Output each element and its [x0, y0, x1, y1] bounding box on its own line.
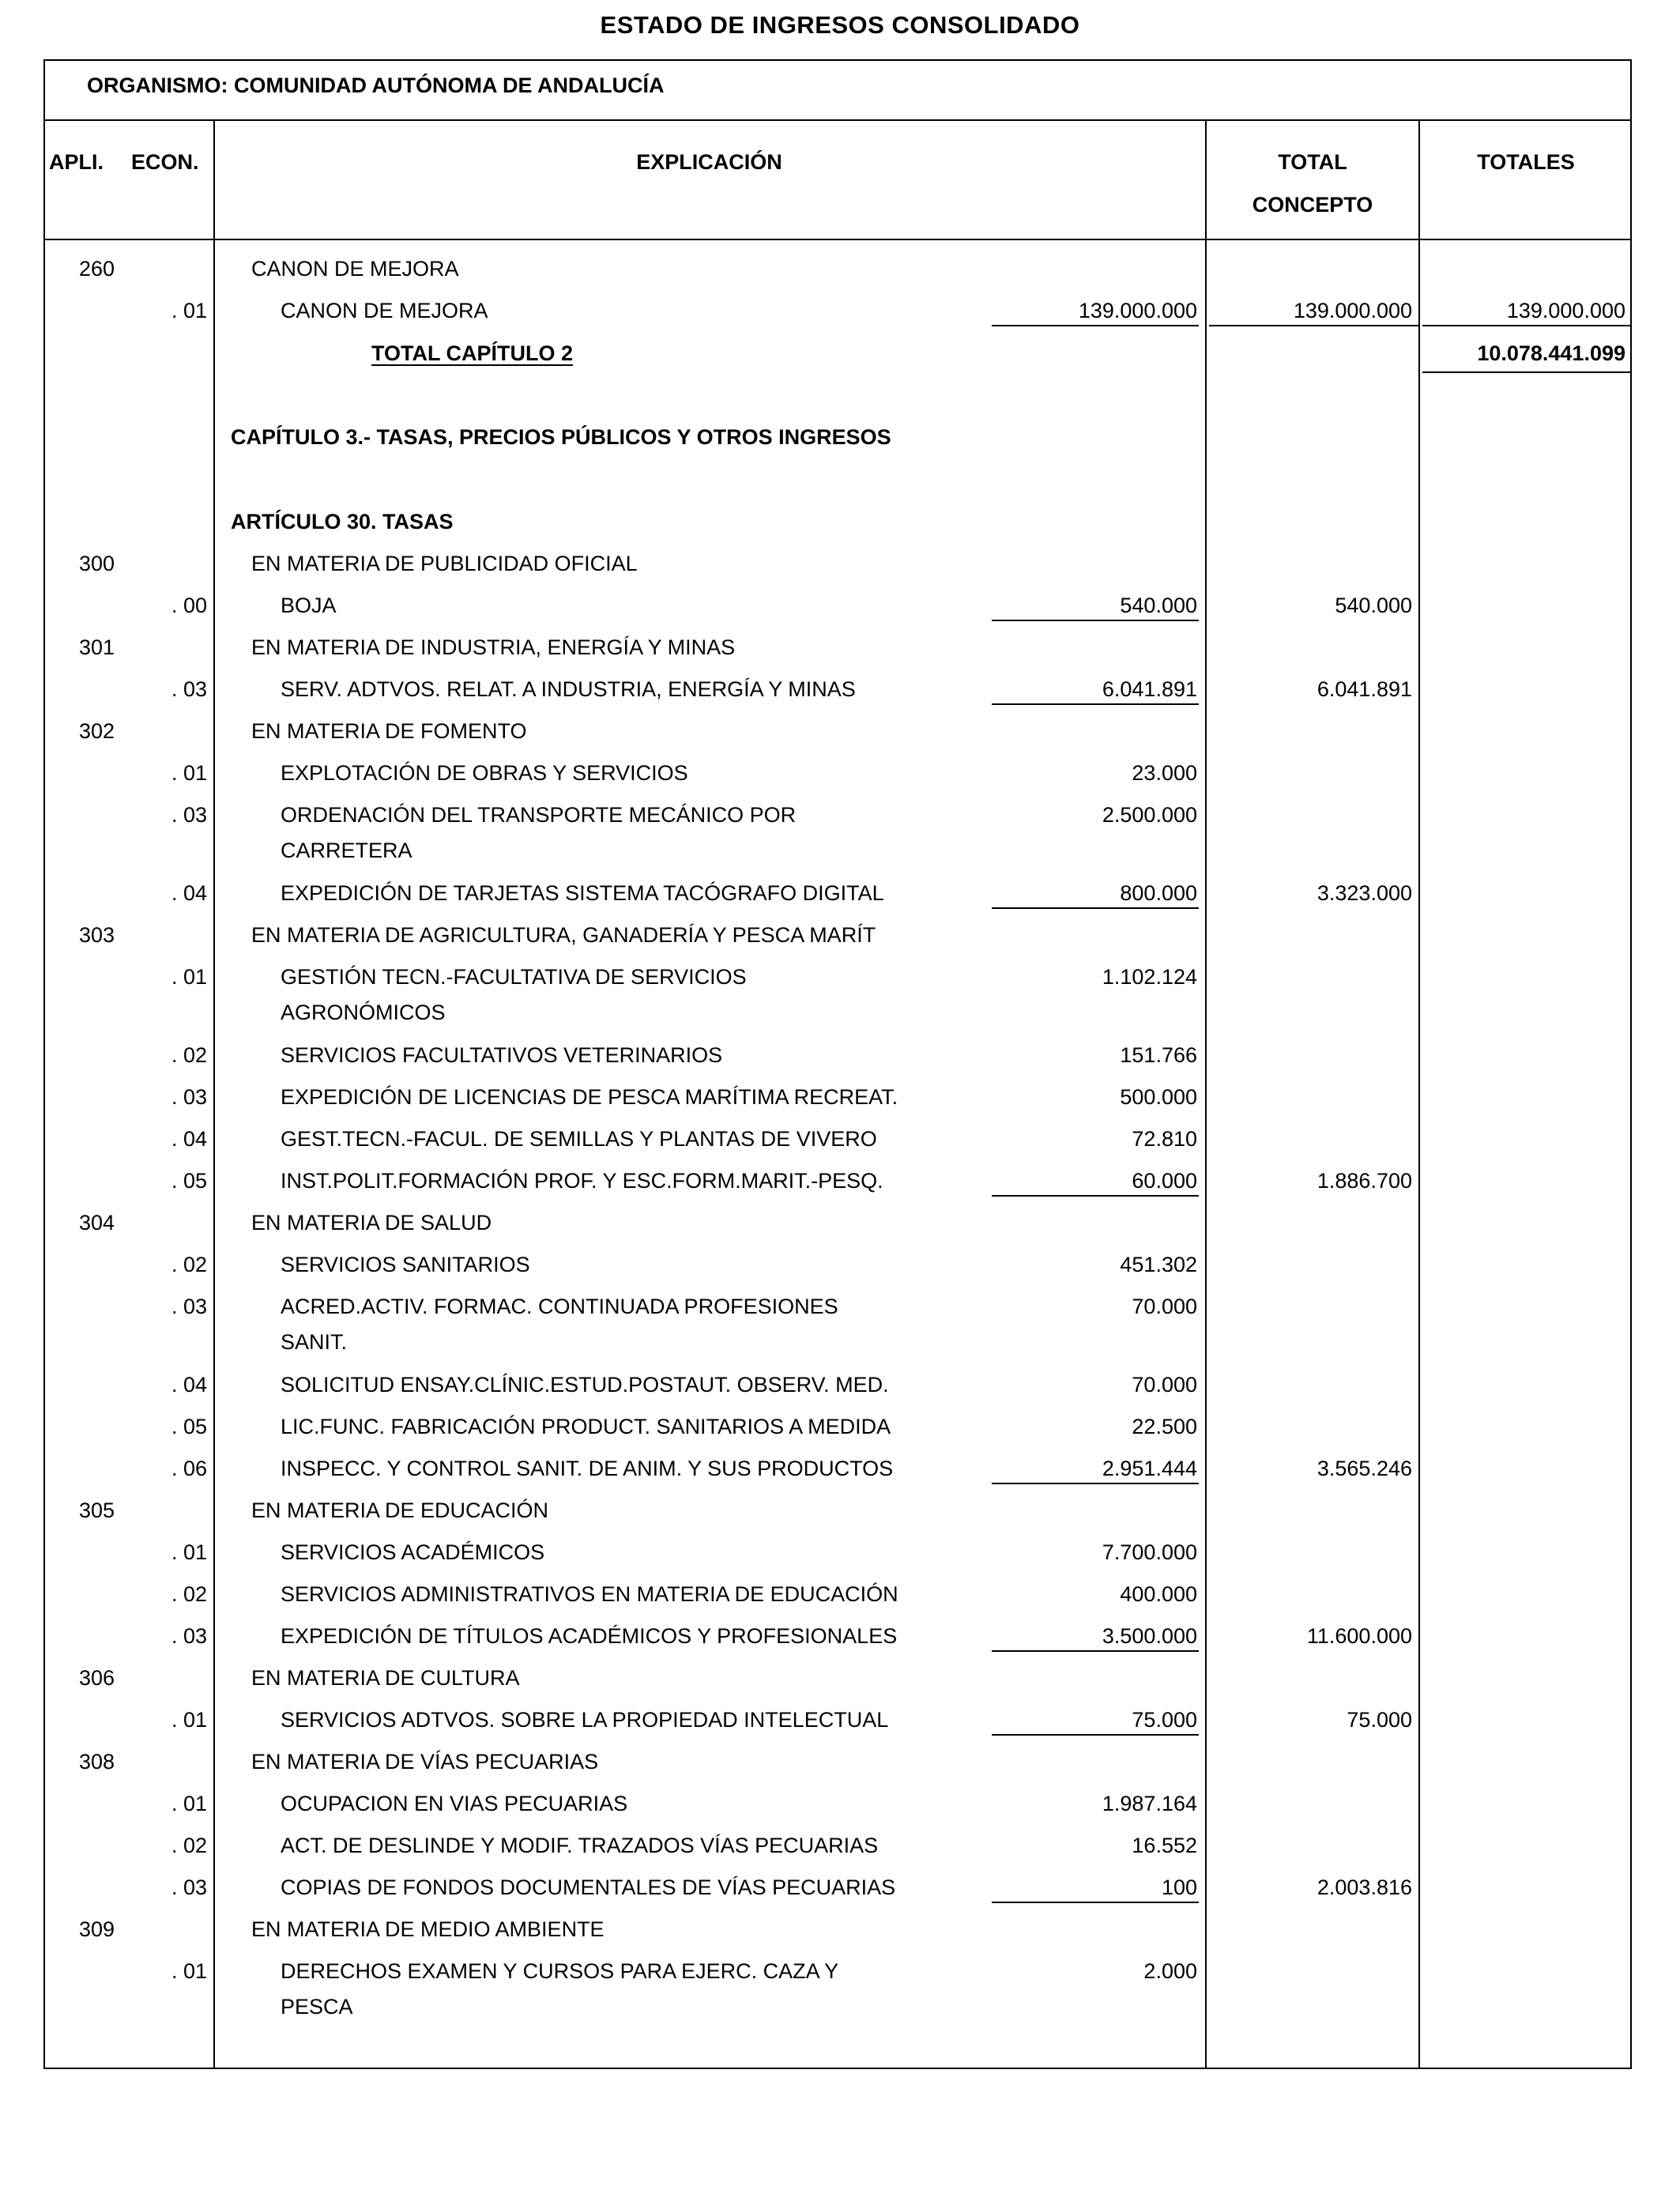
subconcept-amount: 100 [1161, 1875, 1197, 1899]
total-concepto-amount: 1.886.700 [1317, 1169, 1412, 1193]
subconcept-amount: 22.500 [1132, 1415, 1197, 1438]
table-row [0, 1291, 1680, 1354]
table-row [0, 1536, 1680, 1568]
table-row [0, 1495, 1680, 1526]
econ-code: . 01 [171, 299, 207, 322]
concept-description: CANON DE MEJORA [251, 257, 459, 281]
total-concepto-amount: 75.000 [1347, 1708, 1412, 1732]
concept-description-continued: SANIT. [281, 1330, 348, 1354]
concept-description: EN MATERIA DE VÍAS PECUARIAS [251, 1750, 599, 1774]
table-row [0, 961, 1680, 1024]
subconcept-amount: 400.000 [1120, 1582, 1197, 1606]
econ-code: . 03 [171, 1624, 207, 1648]
table-row [0, 1830, 1680, 1861]
subconcept-amount: 60.000 [1132, 1169, 1197, 1193]
concept-description: EXPEDICIÓN DE LICENCIAS DE PESCA MARÍTIMA RECREAT. [281, 1085, 898, 1109]
table-row [0, 877, 1680, 909]
concept-description: INSPECC. Y CONTROL SANIT. DE ANIM. Y SUS PRODUCTOS [281, 1457, 894, 1480]
econ-code: . 03 [171, 1085, 207, 1109]
totales-amount: 10.078.441.099 [1477, 341, 1625, 365]
total-concepto-amount: 6.041.891 [1317, 677, 1412, 701]
total-concepto-amount: 3.565.246 [1317, 1457, 1412, 1480]
econ-code: . 01 [171, 1792, 207, 1815]
table-row [0, 1453, 1680, 1484]
apli-code: 301 [79, 635, 115, 659]
amount-underline [992, 1734, 1199, 1736]
amount-underline [992, 703, 1199, 705]
table-row [0, 1207, 1680, 1238]
amount-underline [992, 1650, 1199, 1652]
amount-underline [992, 325, 1199, 326]
concept-description: BOJA [281, 594, 337, 617]
econ-code: . 04 [171, 881, 207, 905]
amount-underline [992, 620, 1199, 621]
subconcept-amount: 500.000 [1120, 1085, 1197, 1109]
header-explicacion: EXPLICACIÓN [636, 150, 782, 174]
table-row [0, 1788, 1680, 1819]
total-concepto-amount: 540.000 [1335, 594, 1412, 617]
econ-code: . 01 [171, 761, 207, 785]
table-row [0, 1746, 1680, 1777]
concept-description: EXPEDICIÓN DE TÍTULOS ACADÉMICOS Y PROFESIONALES [281, 1624, 898, 1648]
amount-underline [1422, 371, 1632, 373]
subconcept-amount: 7.700.000 [1102, 1540, 1197, 1564]
header-totales: TOTALES [1477, 150, 1575, 174]
econ-code: . 01 [171, 1959, 207, 1983]
table-row [0, 1369, 1680, 1400]
table-row [0, 757, 1680, 789]
amount-underline [1209, 325, 1418, 326]
concept-description-continued: CARRETERA [281, 839, 412, 862]
amount-underline [992, 1483, 1199, 1484]
apli-code: 308 [79, 1750, 115, 1774]
subconcept-amount: 23.000 [1132, 761, 1197, 785]
subconcept-amount: 16.552 [1132, 1834, 1197, 1857]
table-row [0, 1039, 1680, 1071]
subconcept-amount: 2.000 [1143, 1959, 1197, 1983]
concept-description: DERECHOS EXAMEN Y CURSOS PARA EJERC. CAZA Y [281, 1959, 839, 1983]
total-concepto-amount: 3.323.000 [1317, 881, 1412, 905]
econ-code: . 02 [171, 1043, 207, 1067]
header-total-concepto-line2: CONCEPTO [1252, 193, 1373, 217]
table-row [0, 506, 1680, 537]
concept-description: CANON DE MEJORA [281, 299, 488, 322]
concept-description: GESTIÓN TECN.-FACULTATIVA DE SERVICIOS [281, 965, 747, 989]
table-row [0, 548, 1680, 579]
subconcept-amount: 1.102.124 [1102, 965, 1197, 989]
concept-description: SERVICIOS FACULTATIVOS VETERINARIOS [281, 1043, 723, 1067]
subconcept-amount: 3.500.000 [1102, 1624, 1197, 1648]
concept-description-continued: AGRONÓMICOS [281, 1001, 446, 1024]
amount-underline [992, 1195, 1199, 1197]
amount-underline [992, 1902, 1199, 1903]
document-title: ESTADO DE INGRESOS CONSOLIDADO [600, 11, 1080, 39]
concept-description: EN MATERIA DE SALUD [251, 1211, 492, 1235]
econ-code: . 06 [171, 1457, 207, 1480]
apli-code: 306 [79, 1666, 115, 1690]
concept-description: EN MATERIA DE FOMENTO [251, 719, 527, 743]
table-row [0, 1872, 1680, 1903]
concept-description: GEST.TECN.-FACUL. DE SEMILLAS Y PLANTAS DE VIVERO [281, 1127, 877, 1151]
subconcept-amount: 70.000 [1132, 1295, 1197, 1318]
concept-description: SERVICIOS ADMINISTRATIVOS EN MATERIA DE EDUCACIÓN [281, 1582, 898, 1606]
table-row [0, 1081, 1680, 1113]
econ-code: . 03 [171, 677, 207, 701]
table-row [0, 1411, 1680, 1442]
concept-description: SERVICIOS ADTVOS. SOBRE LA PROPIEDAD INTELECTUAL [281, 1708, 889, 1732]
subconcept-amount: 2.951.444 [1102, 1457, 1197, 1480]
concept-description: SERVICIOS ACADÉMICOS [281, 1540, 545, 1564]
concept-description: OCUPACION EN VIAS PECUARIAS [281, 1792, 628, 1815]
header-total-concepto-line1: TOTAL [1278, 150, 1347, 174]
table-row [0, 799, 1680, 862]
concept-description: ARTÍCULO 30. TASAS [231, 510, 454, 533]
econ-code: . 03 [171, 1295, 207, 1318]
table-row [0, 337, 1680, 369]
concept-description: EN MATERIA DE INDUSTRIA, ENERGÍA Y MINAS [251, 635, 736, 659]
concept-description: EXPLOTACIÓN DE OBRAS Y SERVICIOS [281, 761, 688, 785]
concept-description: EN MATERIA DE CULTURA [251, 1666, 520, 1690]
table-row [0, 1165, 1680, 1197]
concept-description: CAPÍTULO 3.- TASAS, PRECIOS PÚBLICOS Y OTROS INGRESOS [231, 425, 891, 449]
econ-code: . 01 [171, 965, 207, 989]
concept-description: ORDENACIÓN DEL TRANSPORTE MECÁNICO POR [281, 803, 797, 827]
amount-underline [992, 907, 1199, 909]
apli-code: 302 [79, 719, 115, 743]
apli-code: 303 [79, 923, 115, 947]
header-econ: ECON. [131, 150, 199, 174]
concept-description: EN MATERIA DE MEDIO AMBIENTE [251, 1917, 605, 1941]
concept-description: TOTAL CAPÍTULO 2 [371, 341, 574, 365]
econ-code: . 01 [171, 1708, 207, 1732]
subconcept-amount: 72.810 [1132, 1127, 1197, 1151]
subconcept-amount: 451.302 [1120, 1253, 1197, 1276]
table-row [0, 673, 1680, 705]
econ-code: . 03 [171, 1875, 207, 1899]
econ-code: . 03 [171, 803, 207, 827]
total-concepto-amount: 11.600.000 [1306, 1624, 1412, 1648]
table-row [0, 715, 1680, 747]
subconcept-amount: 800.000 [1120, 881, 1197, 905]
subconcept-amount: 1.987.164 [1102, 1792, 1197, 1815]
table-row [0, 919, 1680, 951]
concept-description: EN MATERIA DE PUBLICIDAD OFICIAL [251, 552, 638, 575]
concept-description: SERV. ADTVOS. RELAT. A INDUSTRIA, ENERGÍA Y MINAS [281, 677, 856, 701]
header-apli: APLI. [49, 150, 104, 174]
table-row [0, 590, 1680, 621]
table-row [0, 1955, 1680, 2019]
organismo-label: ORGANISMO: COMUNIDAD AUTÓNOMA DE ANDALUCÍA [87, 74, 665, 97]
subconcept-amount: 70.000 [1132, 1373, 1197, 1397]
econ-code: . 02 [171, 1582, 207, 1606]
total-concepto-amount: 139.000.000 [1293, 299, 1412, 322]
econ-code: . 04 [171, 1127, 207, 1151]
table-row [0, 253, 1680, 285]
concept-description-continued: PESCA [281, 1995, 353, 2019]
concept-description: ACT. DE DESLINDE Y MODIF. TRAZADOS VÍAS PECUARIAS [281, 1834, 879, 1857]
econ-code: . 02 [171, 1253, 207, 1276]
concept-description: EN MATERIA DE AGRICULTURA, GANADERÍA Y PESCA MARÍT [251, 923, 876, 947]
subconcept-amount: 151.766 [1120, 1043, 1197, 1067]
table-row [0, 1249, 1680, 1280]
amount-underline [1422, 325, 1632, 326]
subconcept-amount: 2.500.000 [1102, 803, 1197, 827]
concept-description: INST.POLIT.FORMACIÓN PROF. Y ESC.FORM.MARIT.-PESQ. [281, 1169, 883, 1193]
table-row [0, 1704, 1680, 1736]
apli-code: 309 [79, 1917, 115, 1941]
apli-code: 300 [79, 552, 115, 575]
concept-description: LIC.FUNC. FABRICACIÓN PRODUCT. SANITARIOS A MEDIDA [281, 1415, 891, 1438]
econ-code: . 01 [171, 1540, 207, 1564]
total-concepto-amount: 2.003.816 [1317, 1875, 1412, 1899]
table-row [0, 1578, 1680, 1610]
concept-description: EN MATERIA DE EDUCACIÓN [251, 1498, 549, 1522]
apli-code: 260 [79, 257, 115, 281]
concept-description: ACRED.ACTIV. FORMAC. CONTINUADA PROFESIONES [281, 1295, 838, 1318]
table-row [0, 631, 1680, 663]
econ-code: . 00 [171, 594, 207, 617]
econ-code: . 05 [171, 1415, 207, 1438]
econ-code: . 02 [171, 1834, 207, 1857]
subconcept-amount: 75.000 [1132, 1708, 1197, 1732]
econ-code: . 04 [171, 1373, 207, 1397]
table-row [0, 1123, 1680, 1155]
econ-code: . 05 [171, 1169, 207, 1193]
apli-code: 305 [79, 1498, 115, 1522]
table-row [0, 421, 1680, 453]
concept-description: SERVICIOS SANITARIOS [281, 1253, 530, 1276]
table-row [0, 1913, 1680, 1945]
concept-description: SOLICITUD ENSAY.CLÍNIC.ESTUD.POSTAUT. OBSERV. MED. [281, 1373, 889, 1397]
subconcept-amount: 139.000.000 [1078, 299, 1197, 322]
subconcept-amount: 6.041.891 [1102, 677, 1197, 701]
concept-description: EXPEDICIÓN DE TARJETAS SISTEMA TACÓGRAFO DIGITAL [281, 881, 884, 905]
table-row [0, 295, 1680, 326]
totales-amount: 139.000.000 [1506, 299, 1625, 322]
subconcept-amount: 540.000 [1120, 594, 1197, 617]
table-row [0, 1662, 1680, 1694]
concept-description: COPIAS DE FONDOS DOCUMENTALES DE VÍAS PECUARIAS [281, 1875, 896, 1899]
table-row [0, 1620, 1680, 1652]
apli-code: 304 [79, 1211, 115, 1235]
